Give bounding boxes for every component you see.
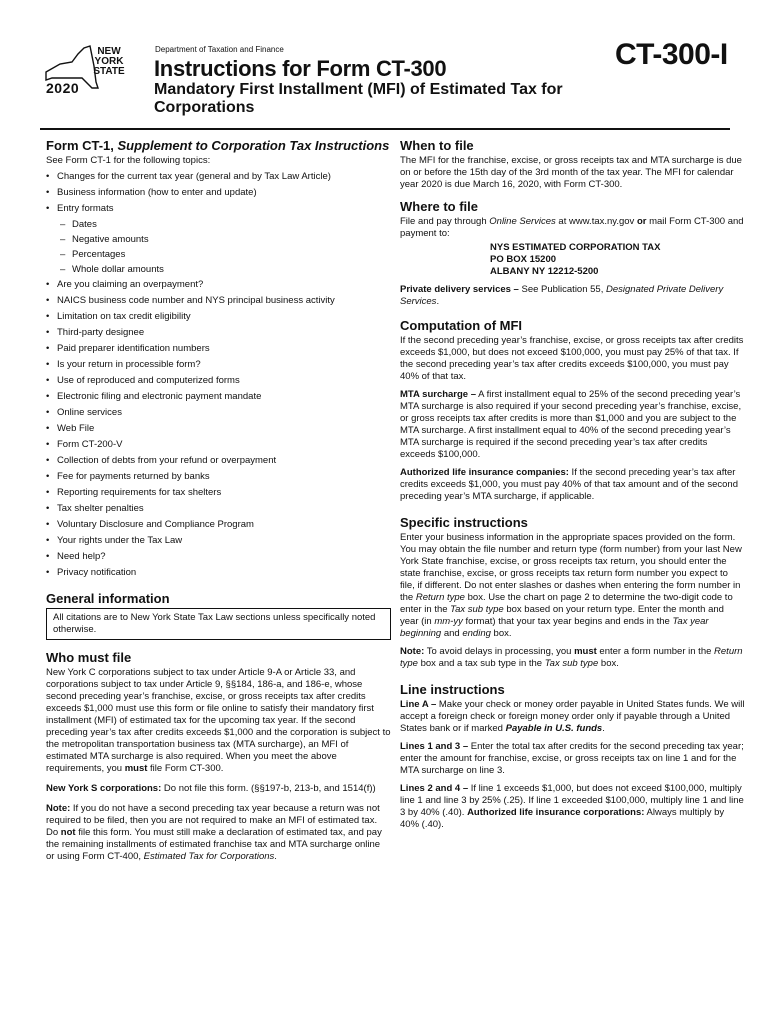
topic-item: • Collection of debts from your refund or overpayment <box>46 455 391 467</box>
subtopic-item: – Whole dollar amounts <box>46 264 391 276</box>
topic-item: • Need help? <box>46 551 391 563</box>
line-instructions-heading: Line instructions <box>400 682 505 697</box>
right-column <box>400 138 745 837</box>
topic-item: • Third-party designee <box>46 327 391 339</box>
citation-note-box: All citations are to New York State Tax Law sections unless specifically noted otherwise. <box>46 608 391 640</box>
page-title: Instructions for Form CT-300 <box>154 56 447 81</box>
private-delivery-text: Private delivery services – See Publication 55, Designated Private Delivery Services. <box>400 284 724 307</box>
subtopic-item: – Dates <box>46 219 391 231</box>
department-name: Department of Taxation and Finance <box>155 45 284 54</box>
processing-note: Note: To avoid delays in processing, you must enter a form number in the Return type box and a tax sub type in the Tax sub type box. <box>400 646 743 669</box>
where-to-file-text: File and pay through Online Services at www.tax.ny.gov or mail Form CT-300 and payment to: <box>400 216 744 239</box>
supplement-intro: See Form CT-1 for the following topics: <box>46 155 211 166</box>
topic-item: • Is your return in processible form? <box>46 359 391 371</box>
computation-text: If the second preceding year’s franchise, excise, or gross receipts tax after credits exceeds $1,000, but does not exceed $100,000, you must pay 25% of that tax. If the second preceding year’s tax after credits exceeds $100,000, you must pay 40% of that tax. <box>400 335 744 382</box>
specific-instructions-heading: Specific instructions <box>400 515 528 530</box>
who-must-file-heading: Who must file <box>46 650 132 665</box>
lines-1-3-text: Lines 1 and 3 – Enter the total tax after credits for the second preceding tax year; enter the amount for franchise, excise, or gross receipts tax on line 1 and for the MTA surcharge on line 3. <box>400 741 744 776</box>
topic-item: • Business information (how to enter and update) <box>46 187 391 199</box>
header-divider <box>40 128 730 130</box>
topic-item: • Use of reproduced and computerized forms <box>46 375 391 387</box>
topic-item: • Web File <box>46 423 391 435</box>
general-information-heading: General information <box>46 591 170 606</box>
topic-item: • Electronic filing and electronic payment mandate <box>46 391 391 403</box>
page-subtitle: Mandatory First Installment (MFI) of Estimated Tax for Corporations <box>154 81 563 116</box>
topic-item: • Are you claiming an overpayment? <box>46 279 391 291</box>
topic-item: • Privacy notification <box>46 567 391 579</box>
who-must-file-text: New York C corporations subject to tax under Article 9-A or Article 33, and corporations subject to tax under Article 9, §§184, 186-a, and 186-e, whose second preceding year’s franchise, excise, or gross receipts tax after credits exceeds $1,000 must use this form or file online to satisfy their mandatory first installment (MFI) of estimated tax for the upcoming tax year. If the second preceding year’s tax after credits exceeds $1,000 and the corporation is subject to the metropolitan transportation business tax (MTA surcharge), an MFI of estimated MTA surcharge is also required. When you meet the above requirements, you must file Form CT-300. <box>46 667 391 774</box>
mta-surcharge-text: MTA surcharge – A first installment equal to 25% of the second preceding year’s MTA surcharge is also required if your second preceding year’s franchise, excise, or gross receipts tax after credits is more than $1,000 and you are subject to the MTA surcharge. A first installment equal to 40% of the second preceding year’s MTA surcharge is required if the second preceding year’s tax after credits exceeds $100,000. <box>400 389 742 460</box>
form-id: CT-300-I <box>615 38 728 71</box>
topic-item: • Online services <box>46 407 391 419</box>
topic-list <box>46 171 391 579</box>
left-column <box>46 138 391 869</box>
topic-item: • Reporting requirements for tax shelters <box>46 487 391 499</box>
specific-instructions-text: Enter your business information in the appropriate spaces provided on the form. You may obtain the file number and return type (form number) from your last New York State franchise, excise, or gross receipts tax return, you should enter the state franchise, excise, or gross receipts tax return form number you expect to file, if different. Do not enter slashes or dashes when entering the form number in the Return type box. Use the chart on page 2 to determine the two-digit code to enter in the Tax sub type box based on your return type. Enter the month and year (in mm-yy format) that your tax year begins and ends in the Tax year beginning and ending box. <box>400 532 742 639</box>
computation-heading: Computation of MFI <box>400 318 523 333</box>
topic-item: • Limitation on tax credit eligibility <box>46 311 391 323</box>
topic-item: • Fee for payments returned by banks <box>46 471 391 483</box>
life-insurance-text: Authorized life insurance companies: If the second preceding year’s tax after credits exceeds $1,000, you must pay 40% of that tax amount and of the second preceding year’s MTA surcharge, if applicable. <box>400 467 738 502</box>
form-year: 2020 <box>46 80 80 96</box>
lines-2-4-text: Lines 2 and 4 – If line 1 exceeds $1,000, but does not exceed $100,000, multiply line 1 and line 3 by 25% (.25). If line 1 exceeded $100,000, multiply line 1 and line 3 by 40% (.40). Authorized life insurance corporations: Always multiply by 40% (.40). <box>400 783 744 830</box>
subtopic-item: – Percentages <box>46 249 391 261</box>
topic-item: • Paid preparer identification numbers <box>46 343 391 355</box>
topic-item: • Voluntary Disclosure and Compliance Program <box>46 519 391 531</box>
topic-item: • NAICS business code number and NYS principal business activity <box>46 295 391 307</box>
when-to-file-heading: When to file <box>400 138 474 153</box>
topic-item: • Tax shelter penalties <box>46 503 391 515</box>
topic-item: • Entry formats <box>46 203 391 215</box>
topic-item: • Your rights under the Tax Law <box>46 535 391 547</box>
supplement-heading: Form CT-1, Supplement to Corporation Tax Instructions <box>46 138 390 153</box>
nys-corporations-text: New York S corporations: Do not file this form. (§§197-b, 213-b, and 1514(f)) <box>46 783 376 794</box>
subtopic-item: – Negative amounts <box>46 234 391 246</box>
mailing-address: NYS ESTIMATED CORPORATION TAX PO BOX 15200 ALBANY NY 12212-5200 <box>490 242 661 277</box>
when-to-file-text: The MFI for the franchise, excise, or gross receipts tax and MTA surcharge is due on or before the 15th day of the 3rd month of the tax year. The MFI for calendar year 2020 is due March 16, 2020, with Form CT-300. <box>400 155 742 190</box>
topic-item: • Form CT-200-V <box>46 439 391 451</box>
topic-item: • Changes for the current tax year (general and by Tax Law Article) <box>46 171 391 183</box>
line-a-text: Line A – Make your check or money order payable in United States funds. We will accept a foreign check or foreign money order only if payable through a United States bank or if marked Payable in U.S. funds. <box>400 699 745 734</box>
no-preceding-year-note: Note: If you do not have a second preceding tax year because a return was not required to be filed, then you are not required to make an MFI of estimated tax. Do not file this form. You must still make a declaration of estimated tax, and pay the remaining installments of estimated franchise tax and MTA surcharge online or using Form CT-400, Estimated Tax for Corporations. <box>46 803 382 862</box>
state-wordmark: NEW YORK STATE <box>93 46 125 77</box>
where-to-file-heading: Where to file <box>400 199 479 214</box>
